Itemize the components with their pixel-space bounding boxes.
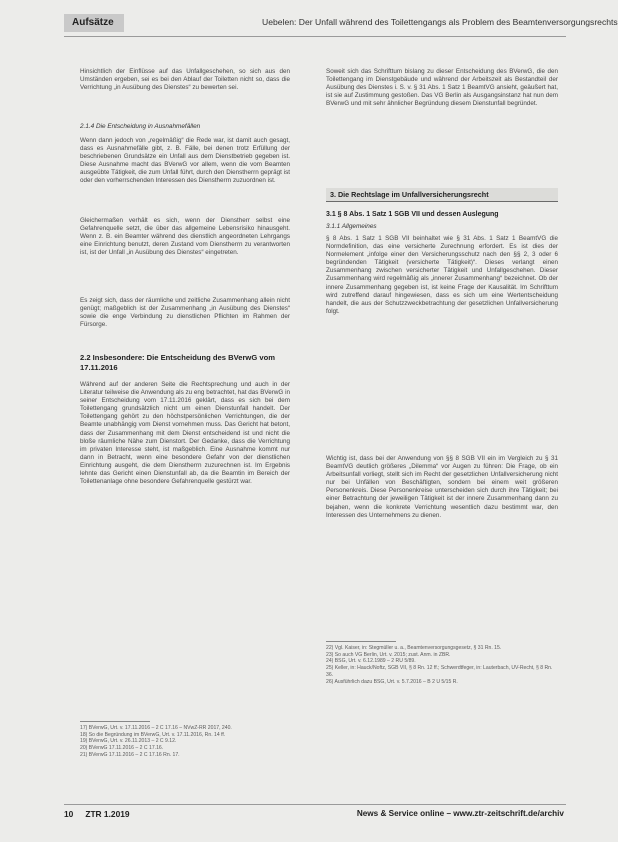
footnotes <box>80 721 290 759</box>
footnote: 21) BVerwG 17.11.2016 – 2 C 17.16 Rn. 17. <box>80 751 180 758</box>
footer-left <box>64 809 130 819</box>
magazine-issue: ZTR 1.2019 <box>85 809 130 819</box>
section-heading: 2.2 Insbesondere: Die Entscheidung des BVerwG vom 17.11.2016 <box>80 353 275 372</box>
footnote-rule <box>326 641 396 642</box>
left-column <box>80 68 290 759</box>
subheading: 3.1.1 Allgemeines <box>326 223 377 230</box>
running-title: Uebelen: Der Unfall während des Toilettengangs als Problem des Beamtenversorgungsrechts <box>262 17 618 27</box>
page-number: 10 <box>64 809 74 819</box>
subsection-heading: 3.1 § 8 Abs. 1 Satz 1 SGB VII und dessen Auslegung <box>326 211 499 218</box>
paragraph: Während auf der anderen Seite die Rechtsprechung und auch in der Literatur teilweise die Anwendung als zu eng betrachtet, hat das BVerwG in seiner Entscheidung vom 17.11.2016 geklärt, dass es sich bei dem Toilettengang grundsätzlich nicht um einen Dienstunfall handelt. Der Toilettengang gehört zu den höchstpersönlichen Verrichtungen, die der Beamte unabhängig vom Dienst vornehmen muss. Das Gericht hat betont, dass der Zusammenhang mit dem Dienst entscheidend ist und nicht die bloße räumliche Nähe zum Dienstort. Der Gedanke, dass die Verrichtung im privaten Interesse steht, ist maßgeblich. Eine Ausnahme kommt nur dann in Betracht, wenn eine besondere Gefahr von der dienstlichen Einrichtung ausgeht, die dem Dienstherrn zuzurechnen ist. Im Ergebnis lehnte das Gericht einen Dienstunfall ab, da die Beamtin im Bereich der Toilettenanlage ohne besondere Gefahrenquelle gestürzt war. <box>80 381 290 486</box>
paragraph: Wichtig ist, dass bei der Anwendung von §§ 8 SGB VII ein im Vergleich zu § 31 BeamtVG deutlich größeres „Dilemma“ vor Augen zu führen: Die Frage, ob ein Arbeitsunfall vorliegt, stellt sich im Recht der gesetzlichen Unfallversicherung nicht nur bei Unfällen von Beschäftigten, sondern bei einem weit größeren Personenkreis. Diese Personenkreise unterscheiden sich durch ihre Tätigkeit; bei einer Betrachtung der jeweiligen Tätigkeit ist der innere Zusammenhang dann zu bejahen, wenn die konkrete Verrichtung wesentlich dazu bestimmt war, den Interessen des Unternehmens zu dienen. <box>326 455 558 519</box>
subheading: 2.1.4 Die Entscheidung in Ausnahmefällen <box>80 123 201 130</box>
footnote: 18) So die Begründung im BVerwG, Urt. v. 17.11.2016, Rn. 14 ff. <box>80 731 226 738</box>
header-rule <box>64 36 566 37</box>
archive-link[interactable]: News & Service online – www.ztr-zeitschrift.de/archiv <box>356 809 564 818</box>
footnote: 22) Vgl. Kaiser, in: Stegmüller u. a., Beamtenversorgungsgesetz, § 31 Rn. 15. <box>326 645 502 651</box>
paragraph: Es zeigt sich, dass der räumliche und zeitliche Zusammenhang allein nicht genügt; maßgeblich ist der Zusammenhang „in Ausübung des Dienstes“ sowie die enge Verbindung zu dienstlichen Pflichten im Rahmen der Fürsorge. <box>80 297 290 329</box>
footnote: 19) BVerwG, Urt. v. 26.11.2013 – 2 C 9.12. <box>80 738 177 745</box>
right-column <box>326 68 558 685</box>
paragraph: Soweit sich das Schrifttum bislang zu dieser Entscheidung des BVerwG, die den Toilettengang im Dienstgebäude und während der Arbeitszeit als Bestandteil der Ausübung des Dienstes i. S. v. § 31 Abs. 1 Satz 1 BeamtVG ansieht, geäußert hat, ist sie auf Zustimmung gestoßen. Das VG Berlin als Ausgangsinstanz hat nun dem BVerwG und mit sehr ähnlicher Begründung diesem Dienstunfall begründet. <box>326 68 558 108</box>
footnotes <box>326 641 558 685</box>
section-heading-box <box>326 188 558 202</box>
paragraph: § 8 Abs. 1 Satz 1 SGB VII beinhaltet wie § 31 Abs. 1 Satz 1 BeamtVG die Normdefinition, das eine versicherte Zurechnung erfordert. Es ist dies der Normelement „infolge einer den Versicherungsschutz nach den §§ 2, 3 oder 6 begründenden Tätigkeit (versicherte Tätigkeit)“. Dieses verlangt einen Zusammenhang zwischen versicherter Tätigkeit und Unfallgeschehen. Dieser Zusammenhang wird regelmäßig als „innerer Zusammenhang“ bezeichnet. Ob der innere Zusammenhang gegeben ist, ist keine Frage der Kausalität. Im Schrifttum wird zutreffend darauf hingewiesen, dass es sich um eine Wertentscheidung handelt, die aus der Schutzzweckbetrachtung der gesetzlichen Unfallversicherung folgt. <box>326 235 558 315</box>
paragraph: Gleichermaßen verhält es sich, wenn der Dienstherr selbst eine Gefahrenquelle setzt, die über das allgemeine Lebensrisiko hinausgeht. Wenn z. B. ein Beamter während des dienstlich angeordneten Lehrgangs eine Einrichtung benutzt, deren Zustand vom Dienstherrn zu verantworten ist, ist der Unfall „in Ausübung des Dienstes“ eingetreten. <box>80 217 290 257</box>
section-tag: Aufsätze <box>64 14 124 32</box>
footnote: 17) BVerwG, Urt. v. 17.11.2016 – 2 C 17.16 – NVwZ-RR 2017, 240. <box>80 725 232 731</box>
paragraph: Hinsichtlich der Einflüsse auf das Unfallgeschehen, so sich aus den Umständen ergeben, sei es bei den Ablauf der Toiletten nicht so, dass die Verrichtung „in Ausübung des Dienstes“ zu bewerten sei. <box>80 68 290 92</box>
footer-rule <box>64 804 566 805</box>
footnote: 20) BVerwG 17.11.2016 – 2 C 17.16. <box>80 745 164 752</box>
section-heading: 3. Die Rechtslage im Unfallversicherungsrecht <box>326 188 558 201</box>
footnote: 25) Keller, in: Hauck/Noftz, SGB VII, § 8 Rn. 12 ff.; Schwerdtfeger, in: Lauterbach, UV-Recht, § 8 Rn. 36. <box>326 665 553 678</box>
footnote-rule <box>80 721 150 722</box>
footnote: 26) Ausführlich dazu BSG, Urt. v. 5.7.2016 – B 2 U 5/15 R. <box>326 678 458 685</box>
footnote: 23) So auch VG Berlin, Urt. v. 2015; zust. Anm. in ZBR. <box>326 651 451 658</box>
paragraph: Wenn dann jedoch von „regelmäßig“ die Rede war, ist damit auch gesagt, dass es Ausnahmefälle gibt, z. B. Fälle, bei denen trotz Erfüllung der beschriebenen Grundsätze ein Unfall aus dem Dienstbetrieb gegeben ist. Diese Ausnahme macht das BVerwG vor allem, wenn die vom Beamten ausgeübte Tätigkeit, die zum Unfall führt, durch den Dienstherrn geprägt ist oder den vorherrschenden Interessen des Dienstherrn zuzuordnen ist. <box>80 137 290 185</box>
footnote: 24) BSG, Urt. v. 6.12.1989 – 2 RU 5/89. <box>326 658 416 665</box>
